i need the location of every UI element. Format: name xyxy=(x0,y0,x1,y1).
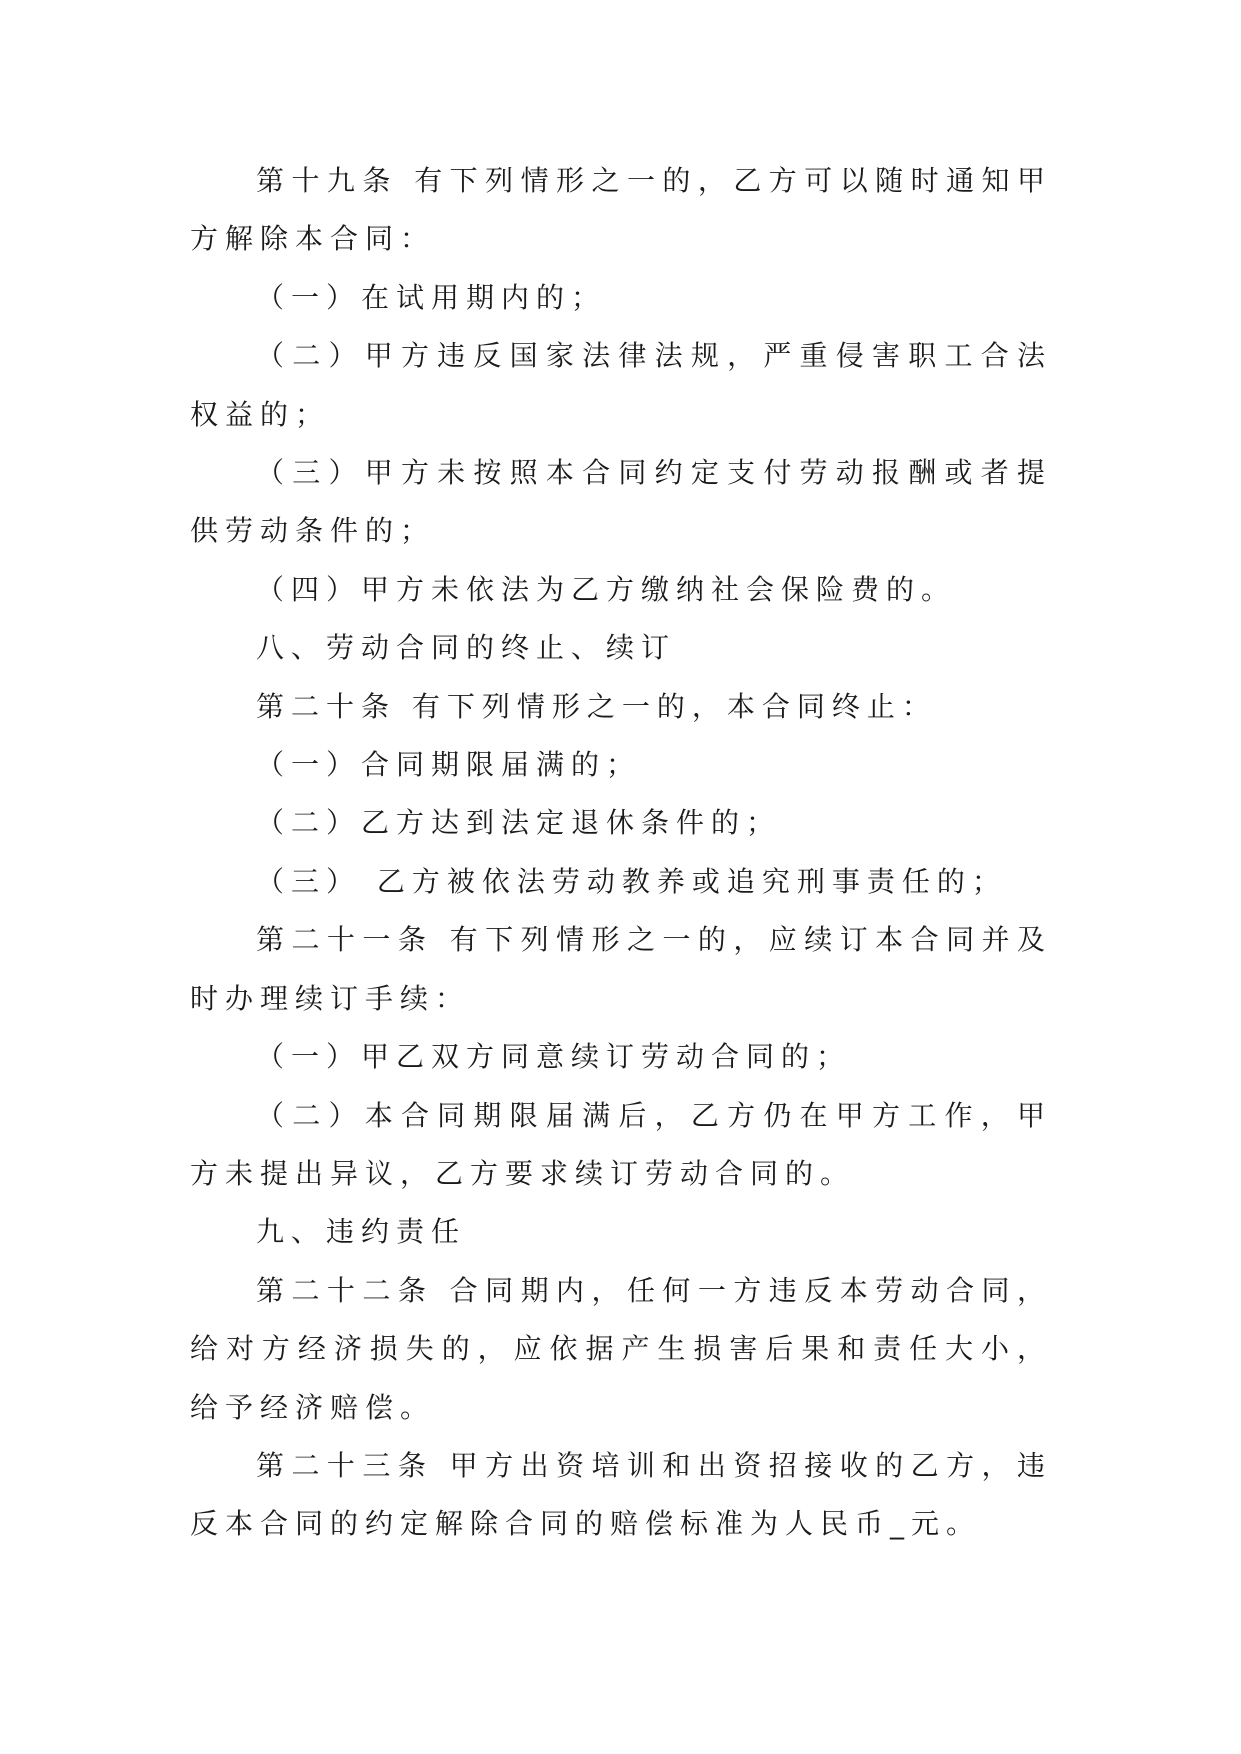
section-heading-8: 八、劳动合同的终止、续订 xyxy=(256,631,677,665)
clause-21: 第二十一条 有下列情形之一的，应续订本合同并及时办理续订手续： xyxy=(190,923,1052,1015)
clause-19-item-4: （四）甲方未依法为乙方缴纳社会保险费的。 xyxy=(256,572,957,606)
clause-21-item-2: （二）本合同期限届满后，乙方仍在甲方工作，甲方未提出异议，乙方要求续订劳动合同的。 xyxy=(190,1098,1052,1190)
clause-21-item-1: （一）甲乙双方同意续订劳动合同的； xyxy=(256,1040,852,1074)
document-body xyxy=(190,152,1052,1554)
clause-19-item-3: （三）甲方未按照本合同约定支付劳动报酬或者提供劳动条件的； xyxy=(190,456,1052,548)
clause-20-item-3: （三） 乙方被依法劳动教养或追究刑事责任的； xyxy=(256,864,1007,898)
clause-20-item-1: （一）合同期限届满的； xyxy=(256,748,642,782)
clause-23: 第二十三条 甲方出资培训和出资招接收的乙方，违反本合同的约定解除合同的赔偿标准为人民币_元。 xyxy=(190,1448,1052,1541)
clause-19: 第十九条 有下列情形之一的，乙方可以随时通知甲方解除本合同： xyxy=(190,164,1052,256)
clause-20: 第二十条 有下列情形之一的，本合同终止： xyxy=(256,689,937,723)
clause-19-item-2: （二）甲方违反国家法律法规，严重侵害职工合法权益的； xyxy=(190,339,1052,431)
section-heading-9: 九、违约责任 xyxy=(256,1215,467,1249)
clause-22: 第二十二条 合同期内，任何一方违反本劳动合同，给对方经济损失的，应依据产生损害后果和责任大小，给予经济赔偿。 xyxy=(190,1273,1052,1424)
clause-19-item-1: （一）在试用期内的； xyxy=(256,280,607,314)
clause-20-item-2: （二）乙方达到法定退休条件的； xyxy=(256,806,782,840)
